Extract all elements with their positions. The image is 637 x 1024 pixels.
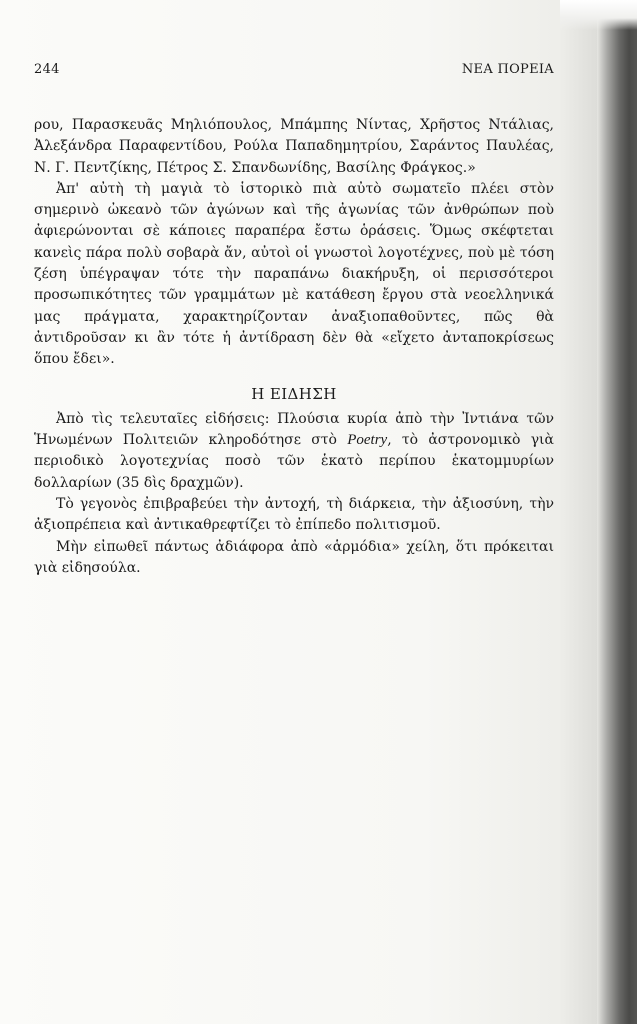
news-text-start: Ἀπὸ τὶς τελευταῖες εἰδήσεις: Πλούσια κυρία ἀπὸ τὴν Ἰντιάνα τῶν Ἡνωμένων Πολιτειῶν κληροδότησε στὸ <box>34 410 554 449</box>
running-title: ΝΕΑ ΠΟΡΕΙΑ <box>461 62 554 77</box>
paragraph-news <box>34 409 554 494</box>
paragraph-continuation: ρου, Παρασκευᾶς Μηλιόπουλος, Μπάμπης Νίντας, Χρῆστος Ντάλιας, Ἀλεξάνδρα Παραφεντίδου, Ρούλα Παπαδημητρίου, Σαράντος Παυλέας, Ν. Γ. Πεντζίκης, Πέτρος Σ. Σπανδωνίδης, Βασίλης Φράγκος.» <box>34 117 554 176</box>
poetry-title: Poetry <box>347 432 388 449</box>
paragraph-closing: Μὴν εἰπωθεῖ πάντως ἀδιάφορα ἀπὸ «ἁρμόδια» χείλη, ὅτι πρόκειται γιὰ εἰδησούλα. <box>34 538 554 576</box>
body-text <box>34 115 554 579</box>
section-heading: Η ΕΙΔΗΣΗ <box>251 384 337 403</box>
paragraph-commentary: Ἀπ' αὐτὴ τὴ μαγιὰ τὸ ἱστορικὸ πιὰ αὐτὸ σωματεῖο πλέει στὸν σημερινὸ ὠκεανὸ τῶν ἀγώνων καὶ τῆς ἀγωνίας τῶν ἀνθρώπων ποὺ ἀφιερώνονται σὲ κάποιες παραπέρα ἔστω ὁράσεις. Ὅμως σκέφτεται κανεὶς πάρα πολὺ σοβαρὰ ἄν, αὐτοὶ οἱ γνωστοὶ λογοτέχνες, ποὺ μὲ τόση ζέση ὑπέγραψαν τότε τὴν παραπάνω διακήρυξη, οἱ περισσότεροι προσωπικότητες τῶν γραμμάτων μὲ κατάθεση ἔργου στὰ νεοελληνικά μας πράγματα, χαρακτηρίζονταν ἀναξιοπαθοῦντες, πῶς θὰ ἀντιδροῦσαν κι ἂν τότε ἡ ἀντίδραση δὲν θὰ «εἴχετο ἀνταποκρίσεως ὅπου ἔδει». <box>34 180 554 368</box>
page-corner-highlight <box>560 0 637 30</box>
paragraph-reward: Τὸ γεγονὸς ἐπιβραβεύει τὴν ἀντοχή, τὴ διάρκεια, τὴν ἀξιοσύνη, τὴν ἀξιοπρέπεια καὶ ἀντικαθρεφτίζει τὸ ἐπίπεδο πολιτισμοῦ. <box>34 496 554 534</box>
book-spine-shadow <box>597 0 637 1024</box>
page-header <box>34 62 554 84</box>
news-text-end: , τὸ ἀστρονομικὸ γιὰ περιοδικὸ λογοτεχνίας ποσὸ τῶν ἑκατὸ περίπου ἑκατομμυρίων δολλαρίων (35 δὶς δραχμῶν). <box>34 432 554 491</box>
page-number: 244 <box>34 62 60 77</box>
